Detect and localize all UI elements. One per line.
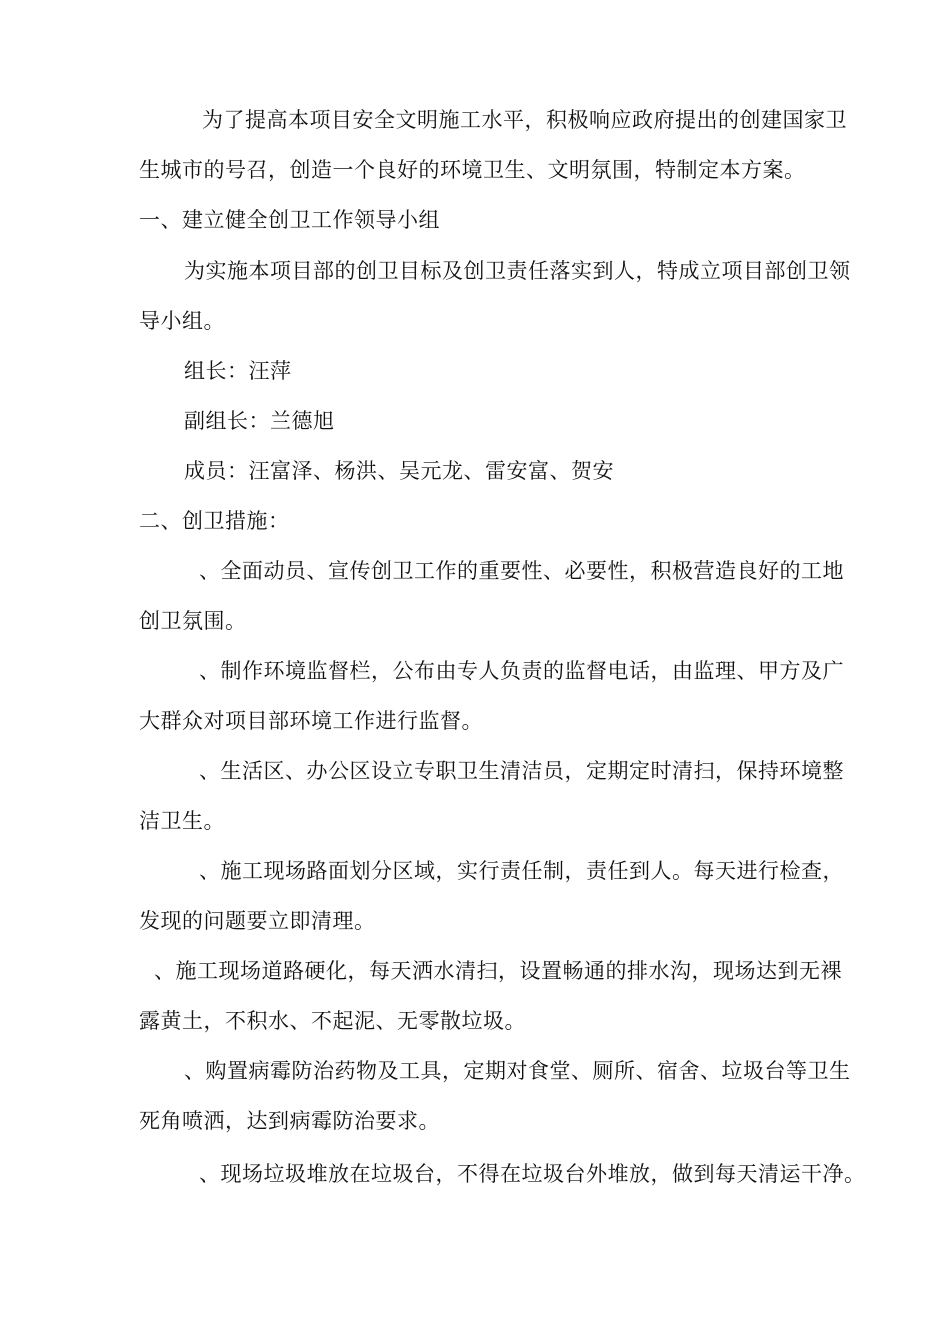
measure-6-line-2: 死角喷洒，达到病霉防治要求。 <box>139 1109 440 1133</box>
measure-4-line-1: 、施工现场路面划分区域，实行责任制，责任到人。每天进行检查， <box>199 859 844 883</box>
team-vice-leader: 副组长：兰德旭 <box>184 409 335 433</box>
measure-3-line-2: 洁卫生。 <box>139 809 225 833</box>
measure-4-line-2: 发现的问题要立即清理。 <box>139 909 376 933</box>
measure-2-line-1: 、制作环境监督栏，公布由专人负责的监督电话，由监理、甲方及广 <box>199 659 844 683</box>
intro-line-1: 为了提高本项目安全文明施工水平，积极响应政府提出的创建国家卫 <box>202 108 847 132</box>
section-2-heading: 二、创卫措施： <box>139 509 290 533</box>
measure-5-line-1: 、施工现场道路硬化，每天洒水清扫，设置畅通的排水沟，现场达到无裸 <box>154 959 842 983</box>
measure-7-line-1: 、现场垃圾堆放在垃圾台，不得在垃圾台外堆放，做到每天清运干净。 <box>199 1162 866 1186</box>
team-members: 成员：汪富泽、杨洪、吴元龙、雷安富、贺安 <box>184 459 614 483</box>
measure-5-line-2: 露黄土，不积水、不起泥、无零散垃圾。 <box>139 1009 526 1033</box>
measure-1-line-2: 创卫氛围。 <box>139 609 247 633</box>
section-1-para-line-2: 导小组。 <box>139 309 225 333</box>
measure-3-line-1: 、生活区、办公区设立专职卫生清洁员，定期定时清扫，保持环境整 <box>199 759 844 783</box>
intro-line-2: 生城市的号召，创造一个良好的环境卫生、文明氛围，特制定本方案。 <box>139 158 806 182</box>
section-1-para-line-1: 为实施本项目部的创卫目标及创卫责任落实到人，特成立项目部创卫领 <box>184 259 851 283</box>
team-leader: 组长：汪萍 <box>184 359 292 383</box>
measure-2-line-2: 大群众对项目部环境工作进行监督。 <box>139 709 483 733</box>
measure-1-line-1: 、全面动员、宣传创卫工作的重要性、必要性，积极营造良好的工地 <box>199 559 844 583</box>
measure-6-line-1: 、购置病霉防治药物及工具，定期对食堂、厕所、宿舍、垃圾台等卫生 <box>184 1059 851 1083</box>
section-1-heading: 一、建立健全创卫工作领导小组 <box>139 208 440 232</box>
